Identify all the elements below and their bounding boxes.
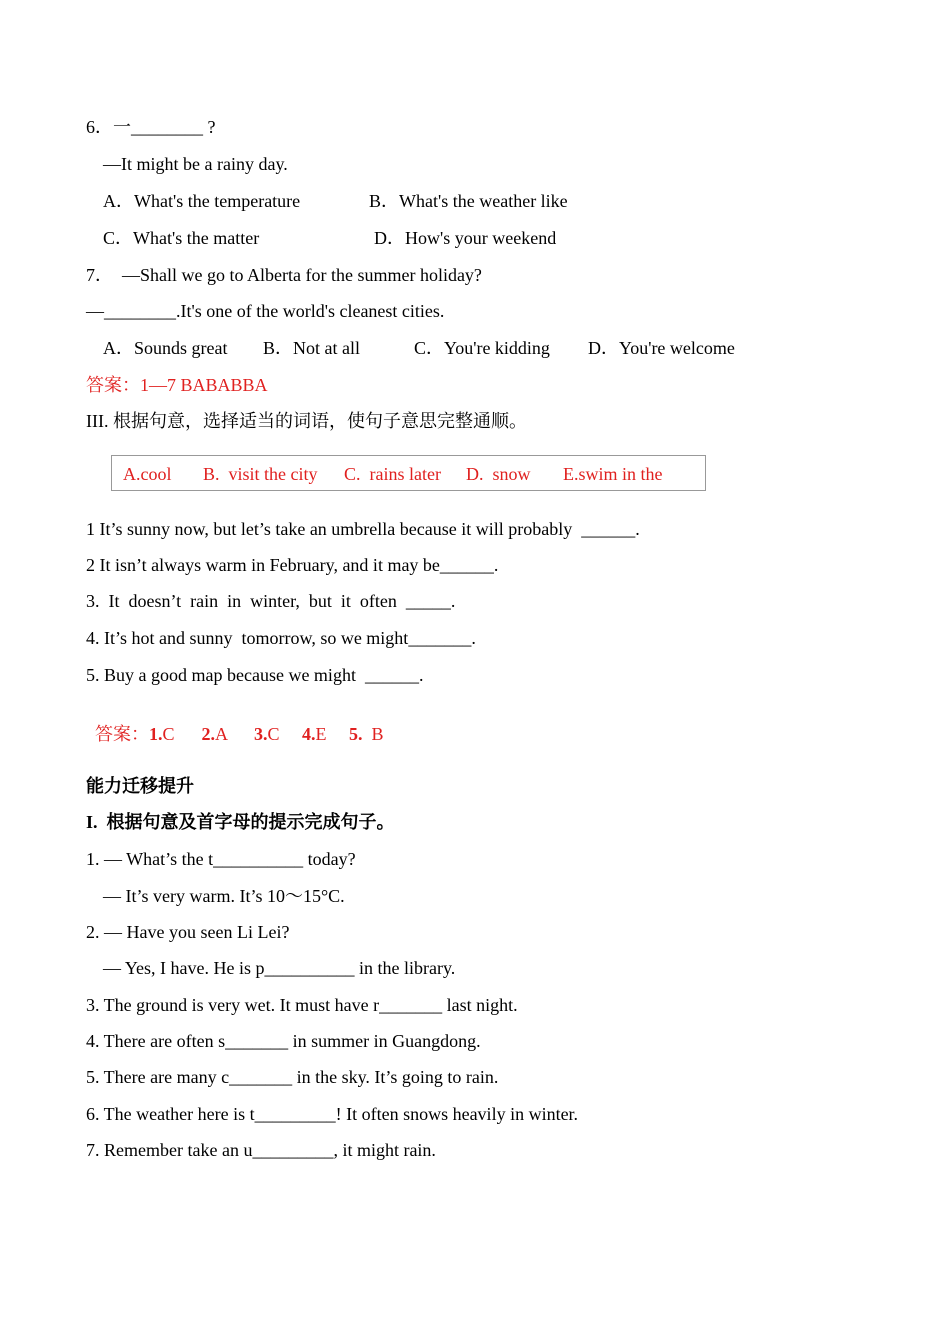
q7-reply: —________.It's one of the world's cleanest cities. [86,301,445,321]
word-box-item: B. visit the city [203,464,318,484]
q7-option-a: A．Sounds great [103,338,228,358]
section-3-item: 1 It’s sunny now, but let’s take an umbrella because it will probably ______. [86,519,640,539]
q6-option-c: C．What's the matter [103,228,260,248]
answer-letter: C [267,724,280,744]
answer-key-2 [86,701,384,745]
section-i-item: — Yes, I have. He is p__________ in the library. [103,958,456,978]
word-box-item: A.cool [123,464,172,484]
section-i-item: 5. There are many c_______ in the sky. It’s going to rain. [86,1067,499,1087]
section-i-item: 3. The ground is very wet. It must have r_______ last night. [86,995,518,1015]
section-3-item: 2 It isn’t always warm in February, and it may be______. [86,555,499,575]
section-3-title: III. 根据句意，选择适当的词语，使句子意思完整通顺。 [86,411,527,431]
answer-letter: E [315,724,327,744]
answer-num: 4. [302,724,316,744]
answer-letter: C [162,724,175,744]
answer-letter: A [215,724,228,744]
section-i-title: I. 根据句意及首字母的提示完成句子。 [86,812,395,832]
q6-stem: 6．一________ ? [86,117,216,137]
section-i-item: 6. The weather here is t_________! It often snows heavily in winter. [86,1104,579,1124]
word-box-item: D. snow [466,464,531,484]
answer-label: 答案： [95,724,149,744]
answer-num: 3. [254,724,268,744]
q7-option-d: D．You're welcome [588,338,735,358]
word-box-item: C. rains later [344,464,441,484]
word-box [111,455,706,491]
section-i-item: — It’s very warm. It’s 10～15°C. [103,886,345,906]
q6-option-d: D．How's your weekend [374,228,557,248]
section-i-item: 7. Remember take an u_________, it might rain. [86,1140,436,1160]
q7-option-c: C．You're kidding [414,338,550,358]
section-i-item: 4. There are often s_______ in summer in Guangdong. [86,1031,481,1051]
answer-num: 2. [201,724,216,744]
q6-reply: —It might be a rainy day. [103,154,288,174]
answer-num: 5. [349,724,363,744]
section-3-item: 5. Buy a good map because we might ______. [86,665,424,685]
q6-option-b: B．What's the weather like [369,191,568,211]
answer-key-1: 答案：1—7 BABABBA [86,375,268,395]
answer-letter: B [362,724,384,744]
ability-heading: 能力迁移提升 [86,776,194,796]
q7-stem: 7． —Shall we go to Alberta for the summer holiday? [86,265,482,285]
section-i-item: 2. — Have you seen Li Lei? [86,922,290,942]
section-i-item: 1. — What’s the t__________ today? [86,849,356,869]
section-3-item: 3. It doesn’t rain in winter, but it often _____. [86,591,456,611]
q6-option-a: A．What's the temperature [103,191,301,211]
word-box-item: E.swim in the [563,464,663,484]
q7-option-b: B．Not at all [263,338,360,358]
section-3-item: 4. It’s hot and sunny tomorrow, so we might_______. [86,628,476,648]
answer-num: 1. [149,724,163,744]
